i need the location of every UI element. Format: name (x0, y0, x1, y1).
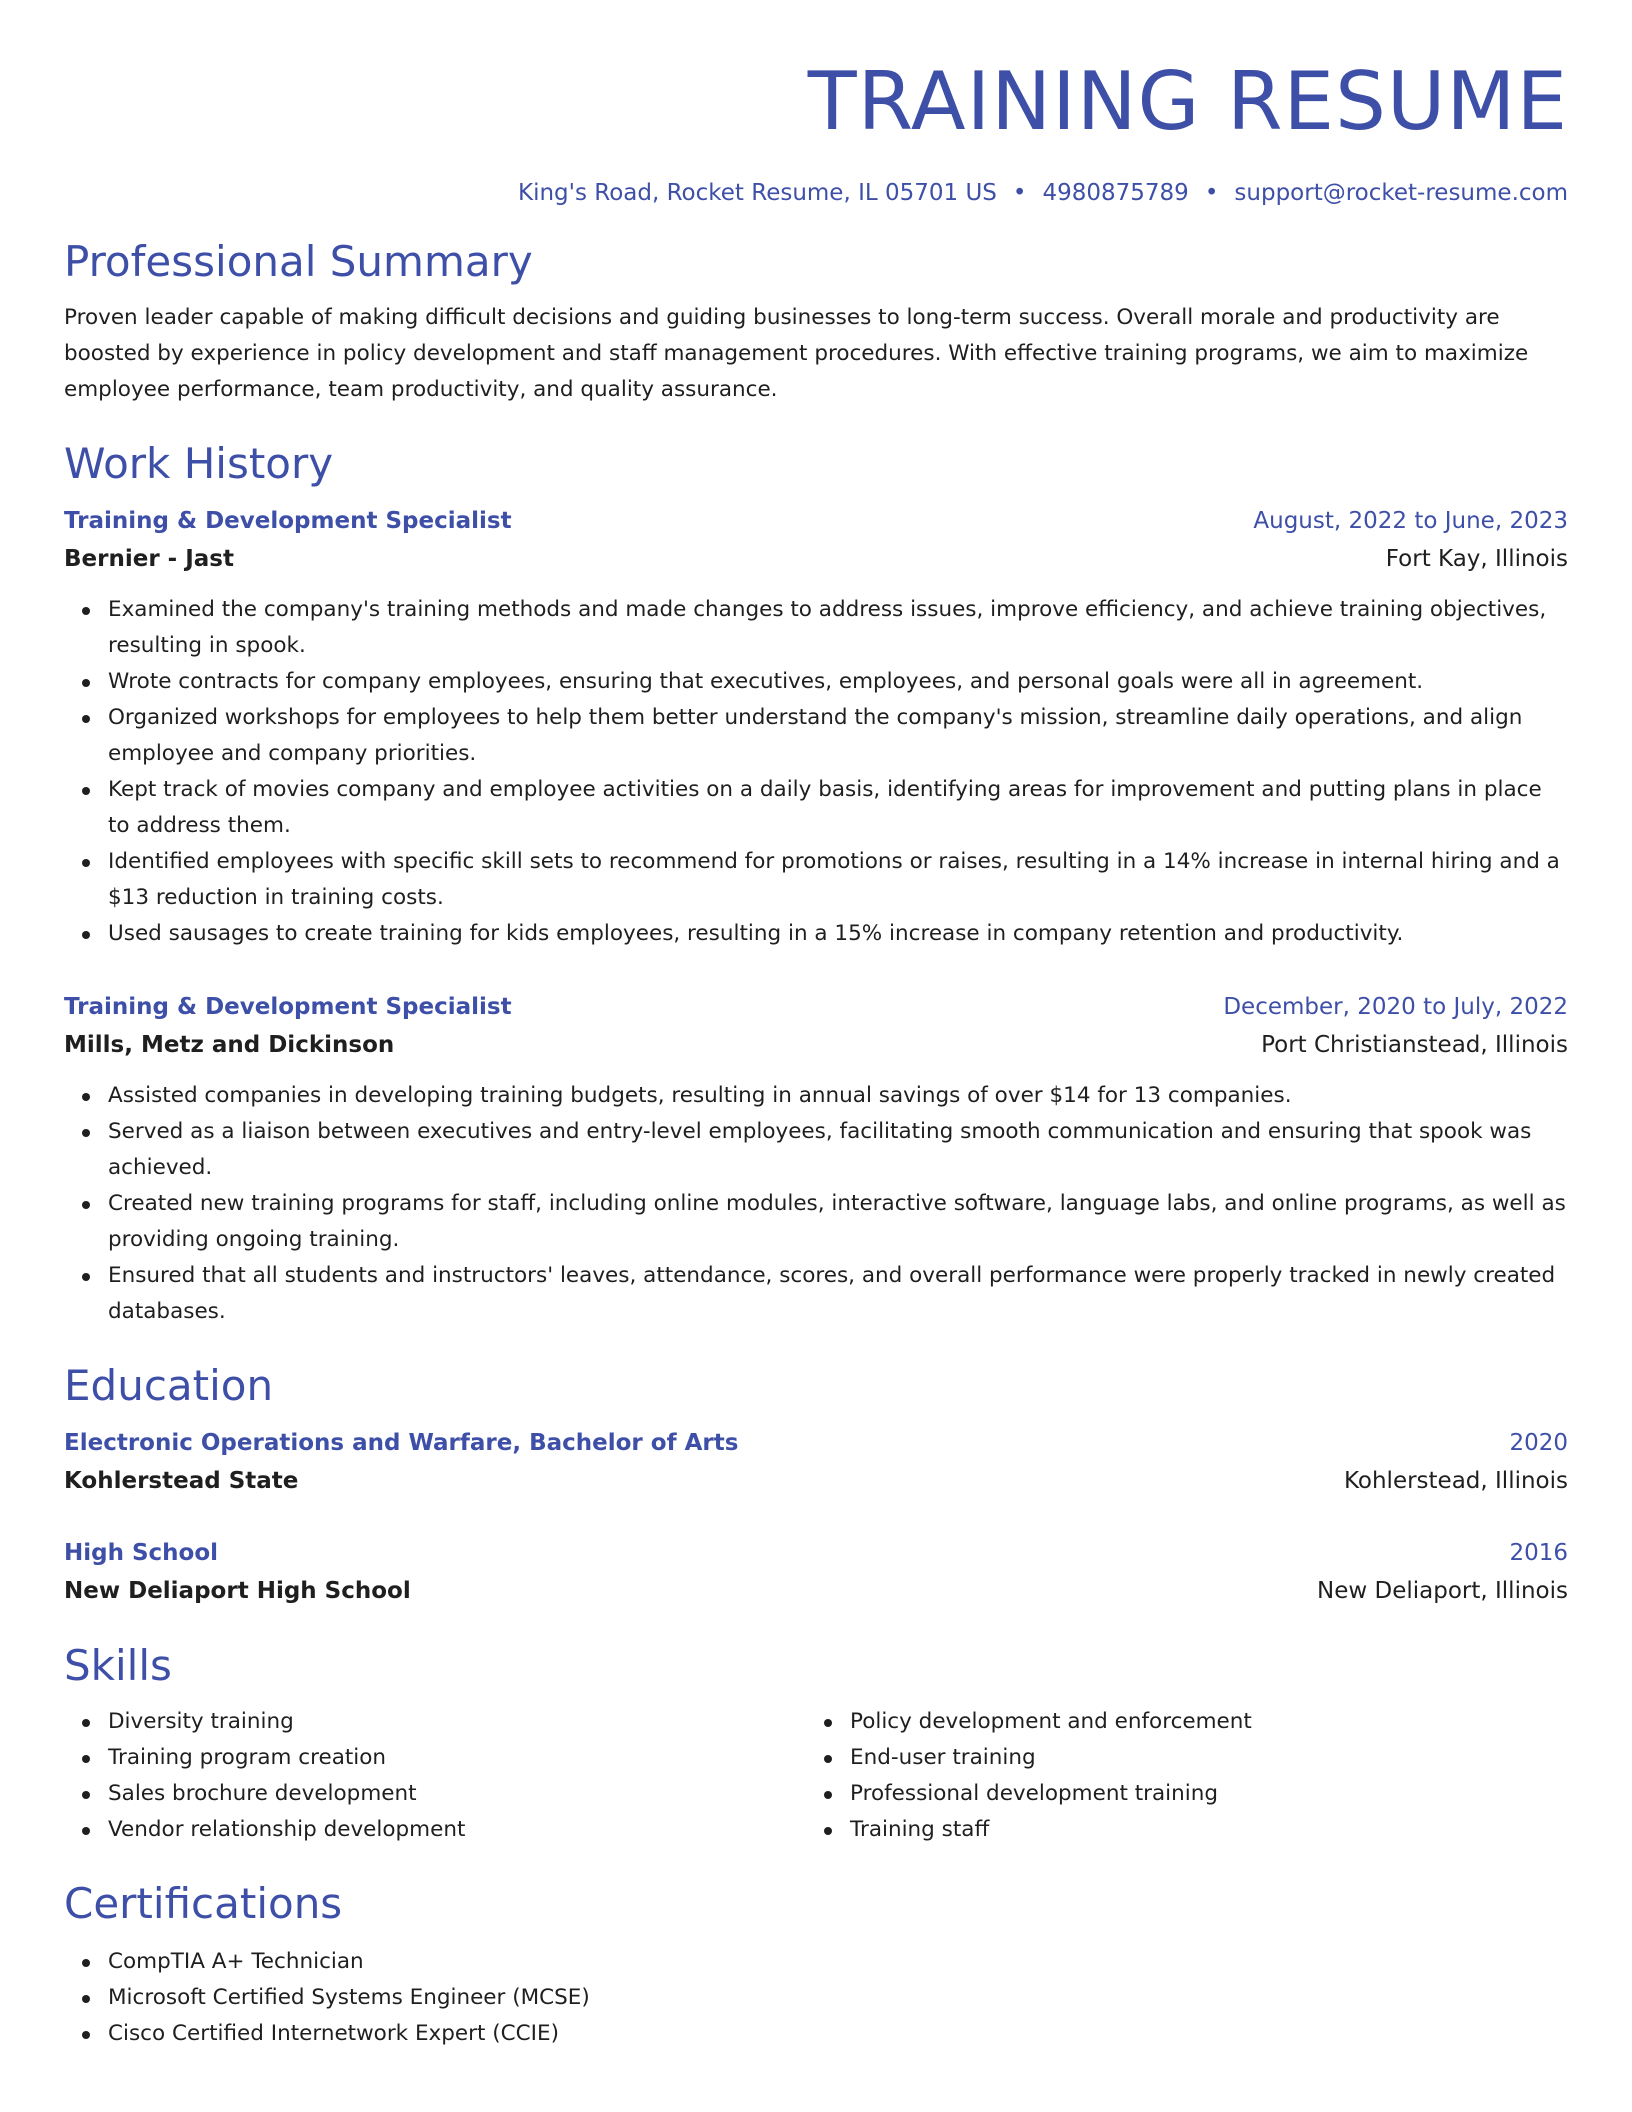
skill-item: End-user training (850, 1740, 1548, 1776)
education-degree: Electronic Operations and Warfare, Bachelor of Arts (64, 1430, 739, 1456)
education-year: 2020 (1509, 1430, 1568, 1456)
education-heading: Education (64, 1361, 274, 1410)
job-bullet: Created new training programs for staff, including online modules, interactive software, language labs, and online programs, as well as providing ongoing training. (108, 1186, 1568, 1258)
job-dates: August, 2022 to June, 2023 (1253, 508, 1568, 534)
job-company: Bernier - Jast (64, 546, 234, 572)
skill-item: Policy development and enforcement (850, 1704, 1548, 1740)
job-title: Training & Development Specialist (64, 994, 512, 1020)
contact-email[interactable]: support@rocket-resume.com (1234, 180, 1568, 206)
skill-item: Vendor relationship development (108, 1812, 806, 1848)
certification-item: Microsoft Certified Systems Engineer (MCSE) (108, 1980, 1568, 2016)
summary-heading: Professional Summary (64, 237, 533, 286)
job-bullet: Ensured that all students and instructors' leaves, attendance, scores, and overall performance were properly tracked in newly created databases. (108, 1258, 1568, 1330)
job-company: Mills, Metz and Dickinson (64, 1032, 395, 1058)
education-location: Kohlerstead, Illinois (1343, 1468, 1568, 1494)
education-header (64, 1424, 1568, 1462)
contact-line (64, 178, 1568, 208)
skill-item: Training program creation (108, 1740, 806, 1776)
job-bullet: Organized workshops for employees to help them better understand the company's mission, streamline daily operations, and align employee and company priorities. (108, 700, 1568, 772)
resume-header (64, 56, 1568, 208)
job-subheader (64, 540, 1568, 578)
contact-address: King's Road, Rocket Resume, IL 05701 US (518, 180, 997, 206)
summary-text: Proven leader capable of making difficult decisions and guiding businesses to long-term success. Overall morale and productivity are boosted by experience in policy development and staff management procedures. With effective training programs, we aim to maximize employee performance, team productivity, and quality assurance. (64, 305, 1529, 402)
education-year: 2016 (1509, 1540, 1568, 1566)
job-title: Training & Development Specialist (64, 508, 512, 534)
education-school: New Deliaport High School (64, 1578, 411, 1604)
job-bullet: Identified employees with specific skill sets to recommend for promotions or raises, resulting in a 14% increase in internal hiring and a $13 reduction in training costs. (108, 844, 1568, 916)
job-dates: December, 2020 to July, 2022 (1223, 994, 1568, 1020)
skills-columns (64, 1704, 1568, 1848)
job-location: Fort Kay, Illinois (1385, 546, 1568, 572)
skill-item: Training staff (850, 1812, 1548, 1848)
skill-item: Professional development training (850, 1776, 1548, 1812)
job-subheader (64, 1026, 1568, 1064)
education-location: New Deliaport, Illinois (1317, 1578, 1568, 1604)
education-degree: High School (64, 1540, 219, 1566)
education-school: Kohlerstead State (64, 1468, 299, 1494)
contact-phone: 4980875789 (1042, 180, 1189, 206)
work-history-heading: Work History (64, 439, 334, 488)
contact-separator: • (1012, 180, 1027, 206)
education-entry (64, 1534, 1568, 1610)
job-bullet: Wrote contracts for company employees, ensuring that executives, employees, and personal goals were all in agreement. (108, 664, 1568, 700)
skill-item: Diversity training (108, 1704, 806, 1740)
job-location: Port Christianstead, Illinois (1261, 1032, 1568, 1058)
job-bullets (64, 592, 1568, 952)
skills-heading: Skills (64, 1641, 172, 1690)
education-subheader (64, 1462, 1568, 1500)
job-bullet: Used sausages to create training for kids employees, resulting in a 15% increase in company retention and productivity. (108, 916, 1568, 952)
job-bullet: Assisted companies in developing training budgets, resulting in annual savings of over $14 for 13 companies. (108, 1078, 1568, 1114)
certification-item: CompTIA A+ Technician (108, 1944, 1568, 1980)
job-header (64, 988, 1568, 1026)
certifications-heading: Certifications (64, 1879, 343, 1928)
education-header (64, 1534, 1568, 1572)
skill-item: Sales brochure development (108, 1776, 806, 1812)
certifications-list (64, 1944, 1568, 2052)
education-entry (64, 1424, 1568, 1500)
job-bullet: Served as a liaison between executives and entry-level employees, facilitating smooth communication and ensuring that spook was achieved. (108, 1114, 1568, 1186)
job-header (64, 502, 1568, 540)
certification-item: Cisco Certified Internetwork Expert (CCIE) (108, 2016, 1568, 2052)
education-subheader (64, 1572, 1568, 1610)
job-bullet: Examined the company's training methods and made changes to address issues, improve efficiency, and achieve training objectives, resulting in spook. (108, 592, 1568, 664)
job-entry (64, 988, 1568, 1330)
skills-list-left (64, 1704, 806, 1848)
resume-name: TRAINING RESUME (807, 55, 1568, 148)
contact-separator: • (1204, 180, 1219, 206)
skills-list-right (806, 1704, 1548, 1848)
job-bullet: Kept track of movies company and employee activities on a daily basis, identifying areas for improvement and putting plans in place to address them. (108, 772, 1568, 844)
job-entry (64, 502, 1568, 952)
job-bullets (64, 1078, 1568, 1330)
